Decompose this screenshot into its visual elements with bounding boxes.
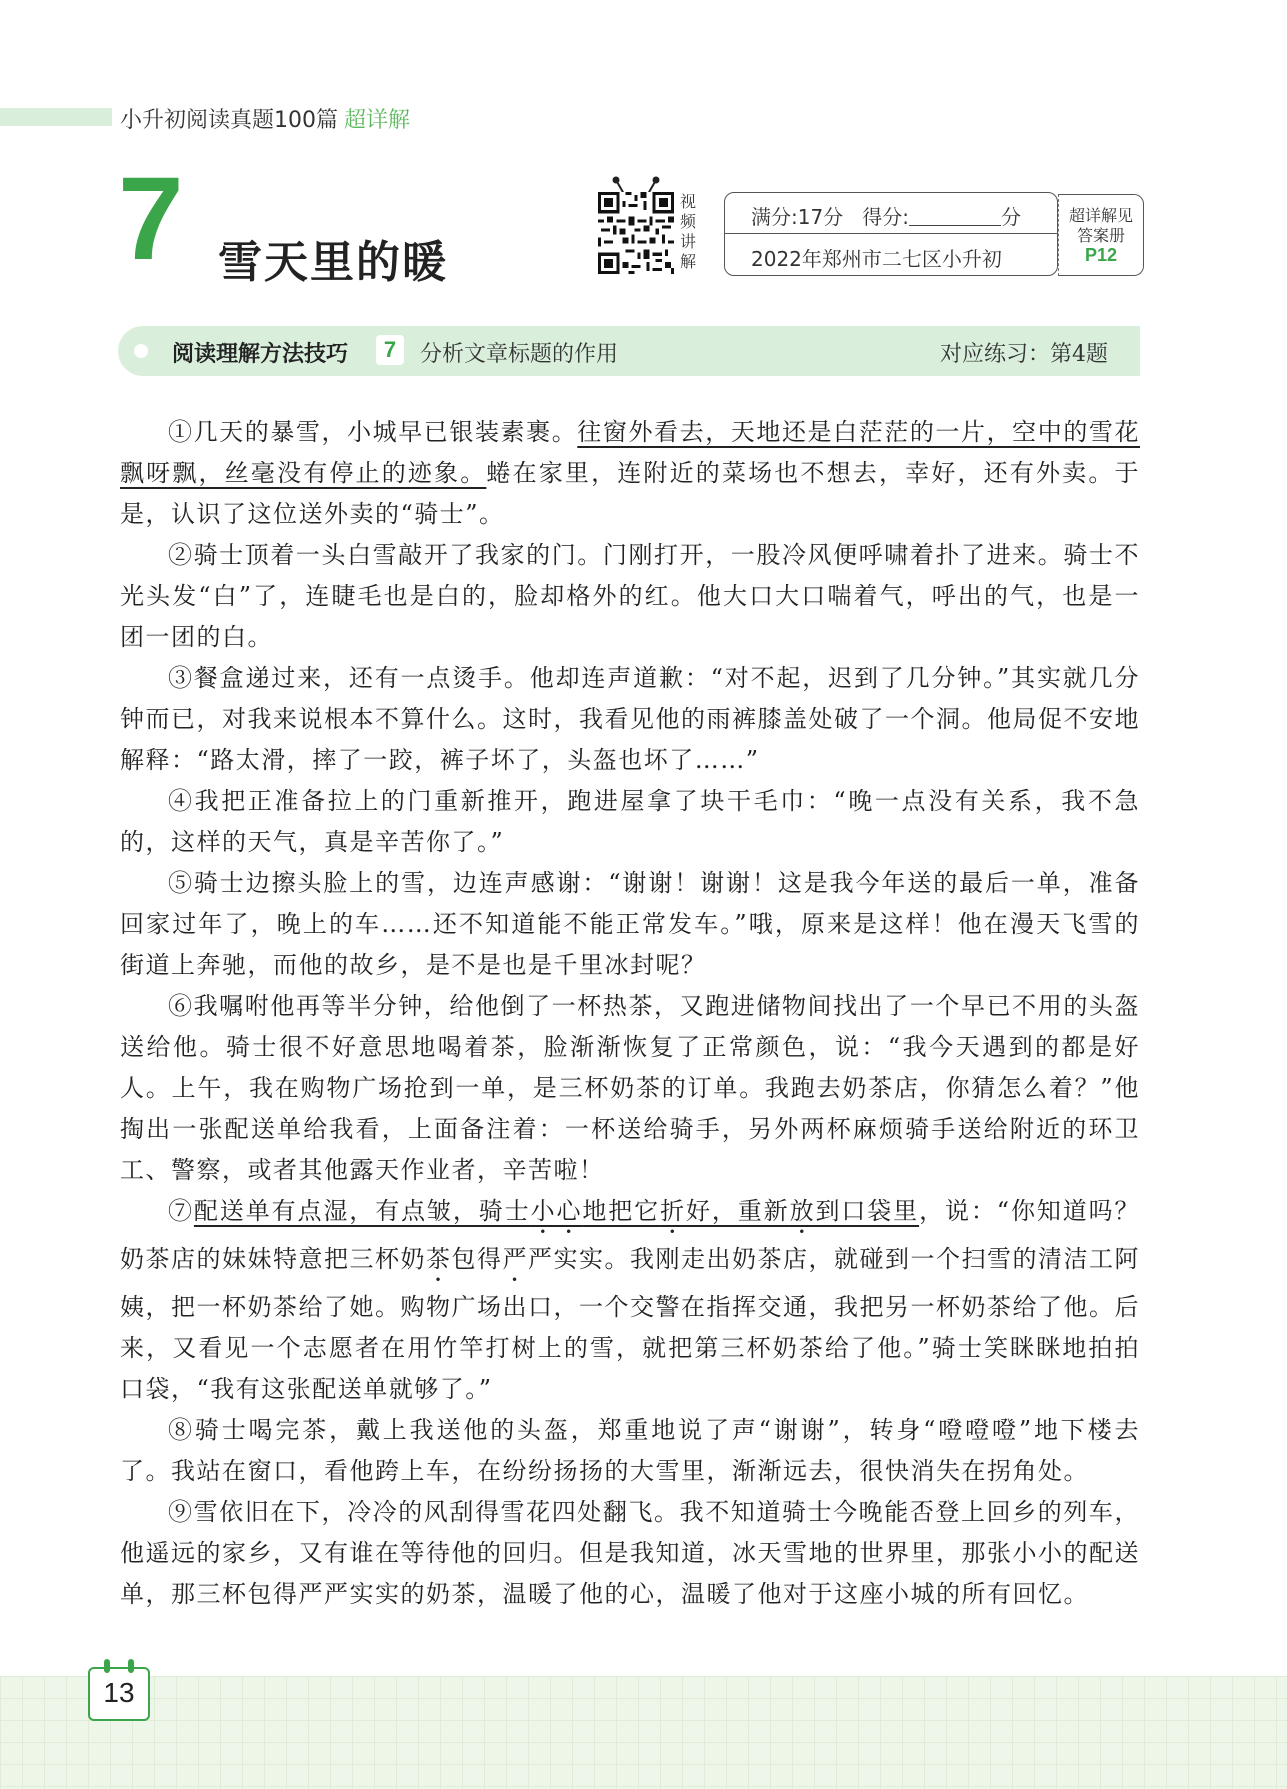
full-score-label: 满分:17分: [751, 205, 844, 229]
exam-source: 2022年郑州市二七区小升初: [751, 247, 1002, 271]
method-practice-ref: 对应练习：第4题: [940, 342, 1108, 367]
paragraph-text: 严实实。我刚走出奶茶店，就碰到一个扫雪的清洁工阿姨，把一杯奶茶给了她。购物广场出口，一个交警在指挥交通，我把另一杯奶茶给了他。后来，又看见一个志愿者在用竹竿打树上的雪，就把第三杯奶茶给了他。”骑士笑眯眯地拍拍口袋，“我有这张配送单就够了。”: [120, 1245, 1140, 1403]
score-unit: 分: [1001, 205, 1022, 229]
score-divider: [725, 233, 1057, 234]
video-lecture-label-char: 视: [680, 192, 697, 211]
binder-ring-icon: [104, 1659, 110, 1673]
paragraph-7: [120, 1191, 1140, 1410]
answer-reference-box: [1058, 194, 1144, 276]
paragraph-4: ④我把正准备拉上的门重新推开，跑进屋拿了块干毛巾：“晚一点没有关系，我不急的，这样的天气，真是辛苦你了。”: [120, 787, 1140, 856]
score-line: [751, 201, 1021, 230]
method-topic: 分析文章标题的作用: [420, 342, 619, 367]
underlined-sentence: 地把它: [582, 1197, 661, 1225]
emphasized-word: 严: [502, 1245, 528, 1273]
answer-ref-page: P12: [1084, 245, 1118, 265]
page-number: 13: [103, 1677, 135, 1708]
video-lecture-label-char: 讲: [680, 232, 697, 251]
underlined-sentence: 往窗外看去，天地还是白茫茫的一片，空中的雪花飘呀飘，丝毫没有停止的迹象。: [120, 418, 1140, 487]
score-box: [724, 192, 1058, 276]
method-tip-bar: [118, 326, 1140, 376]
paragraph-2: ②骑士顶着一头白雪敲开了我家的门。门刚打开，一股冷风便呼啸着扑了进来。骑士不光头发“白”了，连睫毛也是白的，脸却格外的红。他大口大口喘着气，呼出的气，也是一团一团的白。: [120, 541, 1140, 651]
series-title-text: 小升初阅读真题100篇: [120, 108, 338, 133]
article-body: [120, 412, 1140, 1615]
answer-ref-line2: 答案册: [1076, 226, 1125, 245]
paragraph-8: ⑧骑士喝完茶，戴上我送他的头盔，郑重地说了声“谢谢”，转身“噔噔噔”地下楼去了。我站在窗口，看他跨上车，在纷纷扬扬的大雪里，渐渐远去，很快消失在拐角处。: [120, 1416, 1140, 1485]
answer-ref-line1: 超详解见: [1068, 206, 1133, 225]
paragraph-3: ③餐盒递过来，还有一点烫手。他却连声道歉：“对不起，迟到了几分钟。”其实就几分钟而已，对我来说根本不算什么。这时，我看见他的雨裤膝盖处破了一个洞。他局促不安地解释：“路太滑，摔了一跤，裤子坏了，头盔也坏了……”: [120, 664, 1140, 774]
emphasized-word: 小心: [530, 1197, 583, 1225]
paragraph-text: 包得: [451, 1245, 503, 1273]
binder-ring-icon: [128, 1659, 134, 1673]
paragraph-5: ⑤骑士边擦头脸上的雪，边连声感谢：“谢谢！谢谢！这是我今年送的最后一单，准备回家过年了，晚上的车……还不知道能不能正常发车。”哦，原来是这样！他在漫天飞雪的街道上奔驰，而他的故乡，是不是也是千里冰封呢？: [120, 869, 1140, 979]
paragraph-text: ，说：“你知道吗？奶茶店的妹妹特意把三杯奶: [120, 1197, 1141, 1273]
underlined-sentence: 配送单有点湿，有点皱，骑士: [193, 1197, 531, 1225]
bullet-dot-icon: [134, 344, 148, 358]
paragraph-9: ⑨雪依旧在下，冷冷的风刮得雪花四处翻飞。我不知道骑士今晚能否登上回乡的列车，他遥远的家乡，又有谁在等待他的回归。但是我知道，冰天雪地的世界里，那张小小的配送单，那三杯包得严严实实的奶茶，温暖了他的心，温暖了他对于这座小城的所有回忆。: [120, 1498, 1140, 1608]
paragraph-text: ①几天的暴雪，小城早已银装素裹。: [168, 418, 578, 446]
video-lecture-label: [680, 192, 700, 272]
emphasized-word: 放: [789, 1197, 816, 1225]
score-blank-field[interactable]: [909, 207, 1001, 226]
series-title: [120, 103, 410, 134]
footer-grid-band: [0, 1676, 1287, 1789]
score-label: 得分:: [862, 205, 910, 229]
video-lecture-label-char: 解: [680, 252, 697, 271]
paragraph-text: ⑦: [168, 1197, 194, 1225]
paragraph-6: ⑥我嘱咐他再等半分钟，给他倒了一杯热茶，又跑进储物间找出了一个早已不用的头盔送给他。骑士很不好意思地喝着茶，脸渐渐恢复了正常颜色，说：“我今天遇到的都是好人。上午，我在购物广场抢到一单，是三杯奶茶的订单。我跑去奶茶店，你猜怎么着？”他掏出一张配送单给我看，上面备注着：一杯送给骑手，另外两杯麻烦骑手送给附近的环卫工、警察，或者其他露天作业者，辛苦啦！: [120, 992, 1140, 1184]
emphasized-word: 茶: [426, 1245, 452, 1273]
method-label: 阅读理解方法技巧: [172, 342, 349, 367]
video-lecture-label-char: 频: [680, 212, 697, 231]
series-title-accent: 超详解: [344, 108, 411, 133]
qr-code-icon[interactable]: [598, 192, 674, 274]
page-number-box: [88, 1667, 150, 1721]
paragraph-text: 蜷在家里，连附近的菜场也不想去，幸好，还有外卖。于是，认识了这位送外卖的“骑士”。: [120, 459, 1141, 528]
method-number-badge: 7: [376, 335, 404, 365]
underlined-sentence: 好，重新: [685, 1197, 790, 1225]
emphasized-word: 折: [660, 1197, 686, 1225]
lesson-number: 7: [118, 153, 184, 285]
underlined-sentence: 到口袋里: [815, 1197, 920, 1225]
paragraph-1: [120, 412, 1140, 535]
lesson-title: 雪天里的暖: [218, 237, 448, 288]
header-accent-band: [0, 108, 112, 126]
